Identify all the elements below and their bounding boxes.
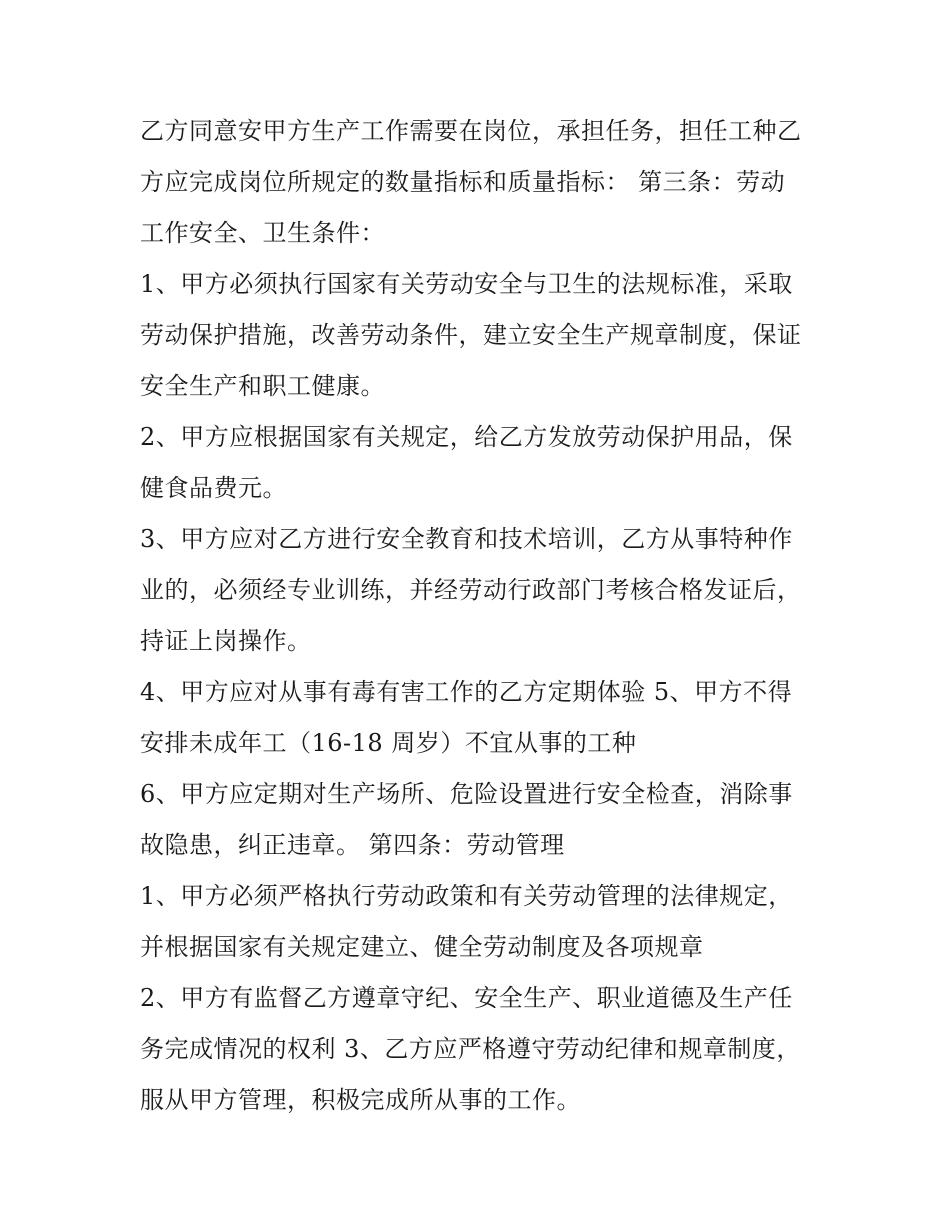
text-line: 故隐患，纠正违章。 第四条：劳动管理 xyxy=(140,831,565,859)
text-line: 2、甲方应根据国家有关规定，给乙方发放劳动保护用品，保 xyxy=(140,423,793,451)
text-line: 安排未成年工（16-18 周岁）不宜从事的工种 xyxy=(140,729,637,757)
text-line: 安全生产和职工健康。 xyxy=(140,372,385,400)
text-line: 1、甲方必须执行国家有关劳动安全与卫生的法规标准，采取 xyxy=(140,270,793,298)
text-line: 工作安全、卫生条件： xyxy=(140,219,385,247)
text-line: 健食品费元。 xyxy=(140,474,287,502)
text-line: 业的，必须经专业训练，并经劳动行政部门考核合格发证后， xyxy=(140,576,802,604)
text-line: 1、甲方必须严格执行劳动政策和有关劳动管理的法律规定， xyxy=(140,882,793,910)
text-line: 方应完成岗位所规定的数量指标和质量指标： 第三条：劳动 xyxy=(140,168,786,196)
text-line: 2、甲方有监督乙方遵章守纪、安全生产、职业道德及生产任 xyxy=(140,984,793,1012)
text-line: 务完成情况的权利 3、乙方应严格遵守劳动纪律和规章制度， xyxy=(140,1035,801,1063)
text-line: 服从甲方管理，积极完成所从事的工作。 xyxy=(140,1086,581,1114)
document-body xyxy=(140,106,820,1126)
text-line: 并根据国家有关规定建立、健全劳动制度及各项规章 xyxy=(140,933,704,961)
text-line: 3、甲方应对乙方进行安全教育和技术培训，乙方从事特种作 xyxy=(140,525,793,553)
text-line: 乙方同意安甲方生产工作需要在岗位，承担任务，担任工种乙 xyxy=(140,117,802,145)
text-line: 6、甲方应定期对生产场所、危险设置进行安全检查，消除事 xyxy=(140,780,793,808)
text-line: 持证上岗操作。 xyxy=(140,627,312,655)
text-line: 劳动保护措施，改善劳动条件，建立安全生产规章制度，保证 xyxy=(140,321,802,349)
text-line: 4、甲方应对从事有毒有害工作的乙方定期体验 5、甲方不得 xyxy=(140,678,793,706)
